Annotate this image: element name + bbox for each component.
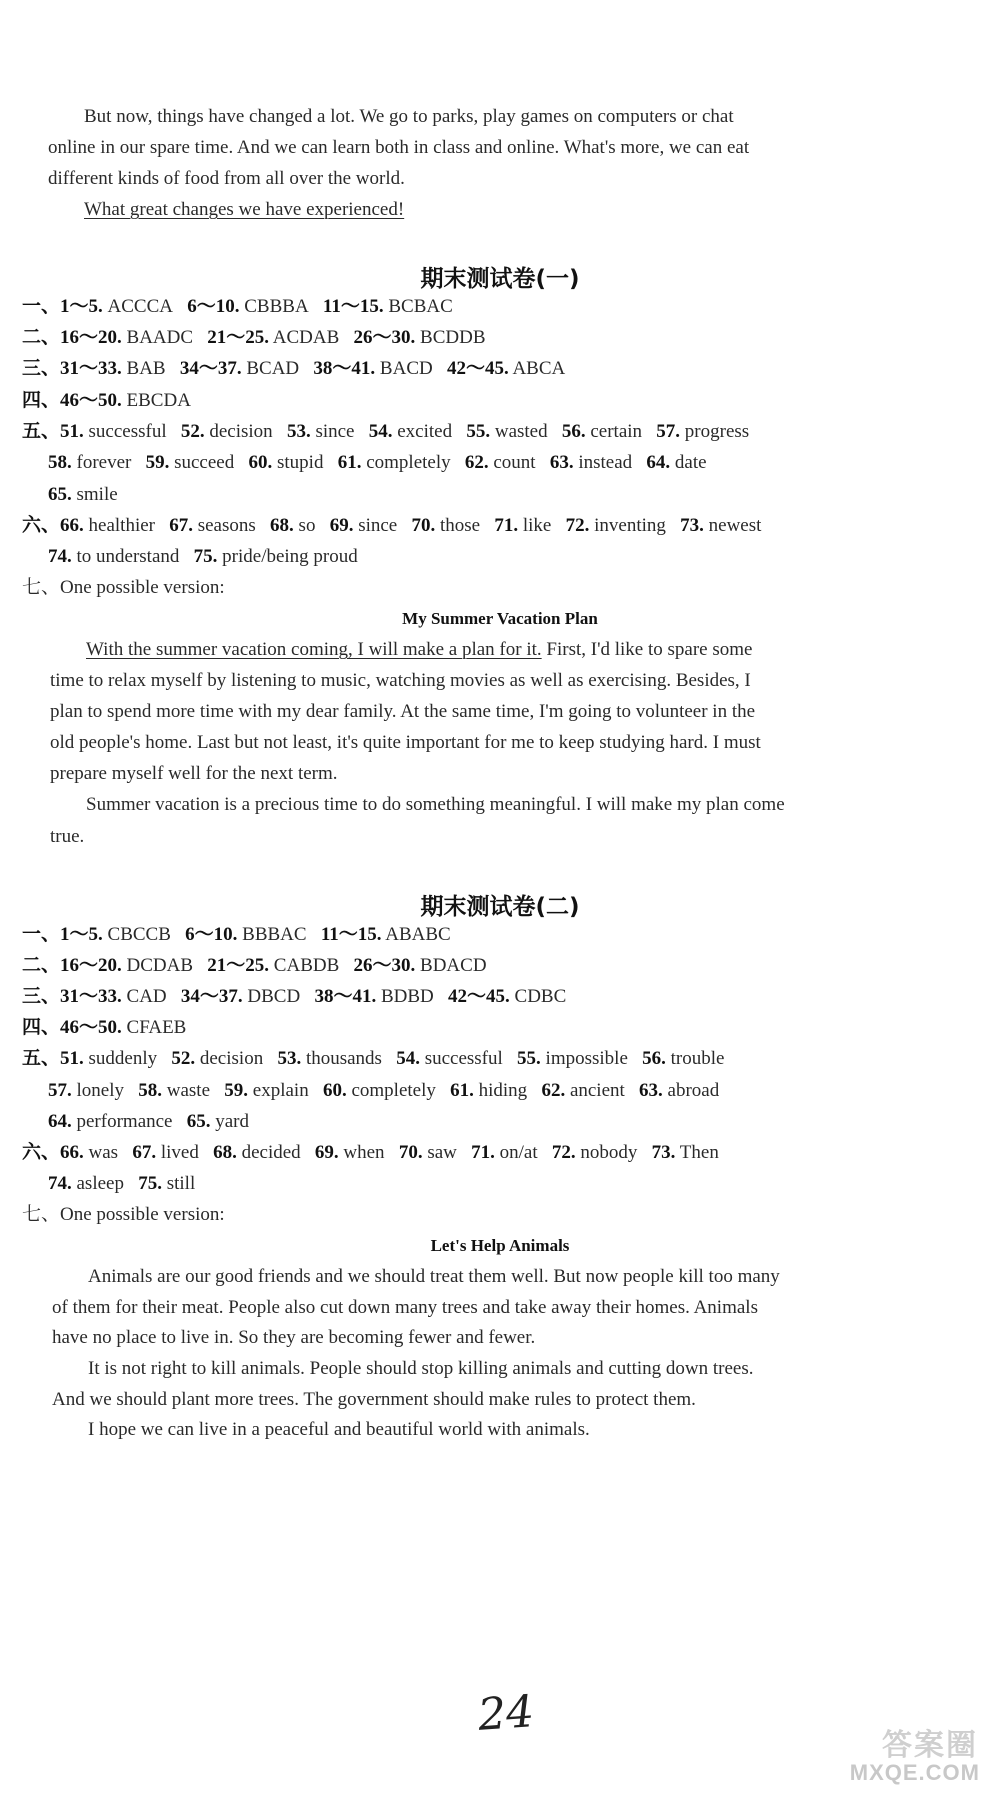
test1-section2: 二、16～20. BAADC 21～25. ACDAB 26～30. BCDDB bbox=[22, 327, 486, 348]
test2-essay-line: It is not right to kill animals. People should stop killing animals and cutting down trees. bbox=[88, 1358, 754, 1379]
test1-essay-line: time to relax myself by listening to music, watching movies as well as exercising. Besides, I bbox=[50, 670, 751, 691]
intro-conclusion: What great changes we have experienced! bbox=[84, 199, 405, 220]
test1-title: 期末测试卷(一) bbox=[420, 266, 580, 292]
test1-essay-line: old people's home. Last but not least, it's quite important for me to keep studying hard. I must bbox=[50, 732, 761, 753]
test2-essay-line: of them for their meat. People also cut down many trees and take away their homes. Animals bbox=[52, 1297, 758, 1318]
test2-essay-line: have no place to live in. So they are becoming fewer and fewer. bbox=[52, 1327, 536, 1348]
test1-section5-row: 五、51. successful 52. decision 53. since 54. excited 55. wasted 56. certain 57. progress bbox=[22, 421, 750, 442]
watermark bbox=[849, 1728, 992, 1792]
test1-section5-row: 58. forever 59. succeed 60. stupid 61. completely 62. count 63. instead 64. date bbox=[48, 452, 707, 473]
test2-section1: 一、1～5. CBCCB 6～10. BBBAC 11～15. ABABC bbox=[22, 924, 451, 945]
test1-section6-row: 74. to understand 75. pride/being proud bbox=[48, 546, 358, 567]
test2-essay-line: I hope we can live in a peaceful and beautiful world with animals. bbox=[88, 1419, 590, 1440]
test1-essay-line: true. bbox=[50, 826, 85, 847]
test1-essay-line: Summer vacation is a precious time to do something meaningful. I will make my plan come bbox=[86, 794, 785, 815]
test2-section3: 三、31～33. CAD 34～37. DBCD 38～41. BDBD 42～45. CDBC bbox=[22, 986, 567, 1007]
test2-section6-row: 74. asleep 75. still bbox=[48, 1173, 196, 1194]
intro-line: online in our spare time. And we can learn both in class and online. What's more, we can eat bbox=[48, 137, 750, 158]
test2-section5-row: 57. lonely 58. waste 59. explain 60. completely 61. hiding 62. ancient 63. abroad bbox=[48, 1080, 720, 1101]
page-number: 24 bbox=[476, 1686, 536, 1741]
test2-section4: 四、46～50. CFAEB bbox=[22, 1017, 187, 1038]
test1-section1: 一、1～5. ACCCA 6～10. CBBBA 11～15. BCBAC bbox=[22, 296, 453, 317]
intro-line: different kinds of food from all over the world. bbox=[48, 168, 405, 189]
test2-section5-row: 五、51. suddenly 52. decision 53. thousands 54. successful 55. impossible 56. trouble bbox=[22, 1048, 725, 1069]
intro-line: But now, things have changed a lot. We go to parks, play games on computers or chat bbox=[84, 106, 734, 127]
watermark-url: MXQE.COM bbox=[849, 1760, 980, 1785]
watermark-logo: 答案圈 bbox=[882, 1728, 978, 1763]
test2-section5-row: 64. performance 65. yard bbox=[48, 1111, 250, 1132]
test2-title: 期末测试卷(二) bbox=[420, 894, 580, 920]
test2-section7-label: 七、One possible version: bbox=[22, 1204, 225, 1225]
test1-section5-row: 65. smile bbox=[48, 484, 118, 505]
test1-essay-line: With the summer vacation coming, I will make a plan for it. First, I'd like to spare some bbox=[86, 639, 753, 660]
test1-section3: 三、31～33. BAB 34～37. BCAD 38～41. BACD 42～45. ABCA bbox=[22, 358, 566, 379]
test1-section7-label: 七、One possible version: bbox=[22, 577, 225, 598]
test2-section6-row: 六、66. was 67. lived 68. decided 69. when 70. saw 71. on/at 72. nobody 73. Then bbox=[22, 1142, 719, 1163]
test1-essay-line: plan to spend more time with my dear family. At the same time, I'm going to volunteer in the bbox=[50, 701, 756, 722]
test1-section6-row: 六、66. healthier 67. seasons 68. so 69. since 70. those 71. like 72. inventing 73. newest bbox=[22, 515, 762, 536]
test2-essay-line: And we should plant more trees. The government should make rules to protect them. bbox=[52, 1389, 696, 1410]
test1-essay-line: prepare myself well for the next term. bbox=[50, 763, 338, 784]
test2-essay-title: Let's Help Animals bbox=[430, 1236, 570, 1255]
test1-essay-title: My Summer Vacation Plan bbox=[402, 609, 598, 628]
test2-section2: 二、16～20. DCDAB 21～25. CABDB 26～30. BDACD bbox=[22, 955, 487, 976]
test2-essay-line: Animals are our good friends and we should treat them well. But now people kill too many bbox=[88, 1266, 780, 1287]
test1-section4: 四、46～50. EBCDA bbox=[22, 390, 191, 411]
